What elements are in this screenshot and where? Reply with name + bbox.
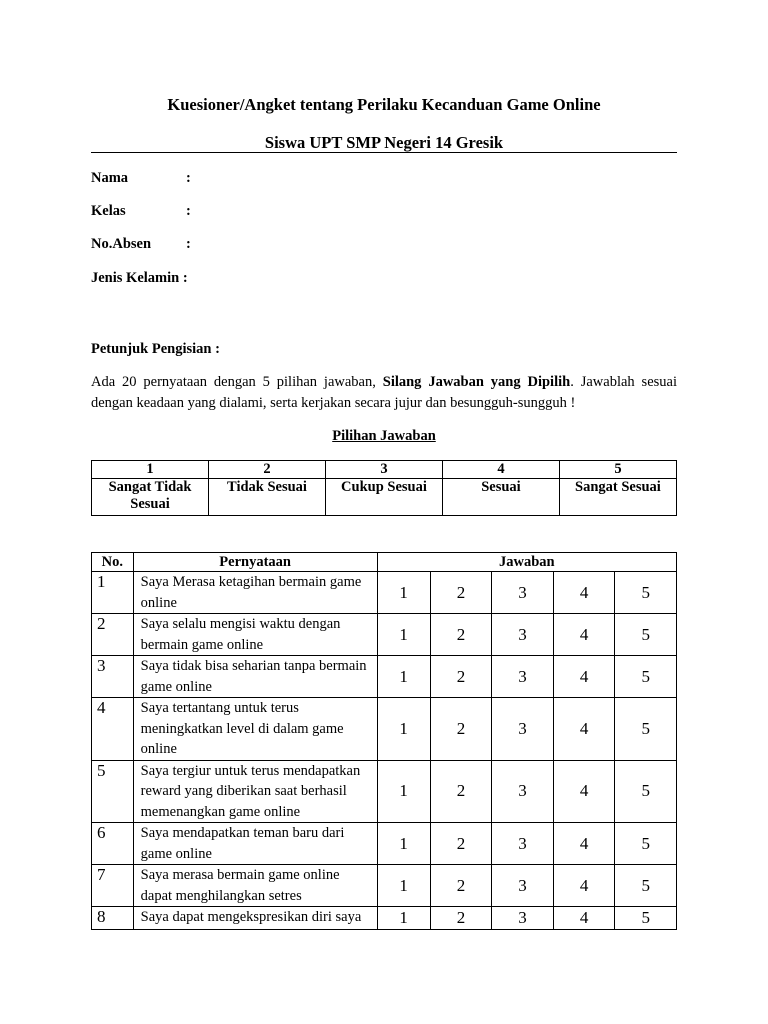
option-label: Tidak Sesuai — [209, 479, 326, 516]
row-number: 4 — [92, 698, 134, 761]
row-statement: Saya dapat mengekspresikan diri saya — [133, 907, 377, 930]
answer-choice-4[interactable]: 4 — [553, 760, 615, 823]
field-label: No.Absen — [91, 236, 152, 252]
answer-choice-3[interactable]: 3 — [492, 572, 554, 614]
answer-choice-3[interactable]: 3 — [492, 760, 554, 823]
field-nama — [91, 170, 191, 187]
row-number: 7 — [92, 865, 134, 907]
field-jenis-kelamin — [91, 270, 188, 287]
answer-choice-4[interactable]: 4 — [553, 865, 615, 907]
answer-choice-2[interactable]: 2 — [430, 760, 492, 823]
instructions-emphasis: Silang Jawaban yang Dipilih — [382, 374, 571, 390]
field-colon: : — [186, 203, 191, 219]
column-header-answer: Jawaban — [377, 553, 676, 572]
options-table — [91, 460, 677, 516]
answer-choice-4[interactable]: 4 — [553, 907, 615, 930]
document-title: Kuesioner/Angket tentang Perilaku Kecanduan Game Online — [167, 95, 601, 114]
answer-choice-3[interactable]: 3 — [492, 614, 554, 656]
row-number: 2 — [92, 614, 134, 656]
row-number: 3 — [92, 656, 134, 698]
row-number: 6 — [92, 823, 134, 865]
column-header-statement: Pernyataan — [133, 553, 377, 572]
answer-choice-2[interactable]: 2 — [430, 572, 492, 614]
answer-choice-2[interactable]: 2 — [430, 865, 492, 907]
row-statement: Saya Merasa ketagihan bermain game online — [133, 572, 377, 614]
answer-choice-1[interactable]: 1 — [377, 907, 430, 930]
option-number: 3 — [325, 461, 442, 479]
table-row — [92, 698, 677, 761]
answer-choice-5[interactable]: 5 — [615, 823, 677, 865]
instructions-heading: Petunjuk Pengisian : — [91, 341, 220, 357]
answer-choice-3[interactable]: 3 — [492, 823, 554, 865]
row-statement: Saya mendapatkan teman baru dari game online — [133, 823, 377, 865]
instructions-text-part: Ada 20 pernyataan dengan 5 pilihan jawaban, — [91, 374, 383, 390]
answer-choice-1[interactable]: 1 — [377, 656, 430, 698]
answer-choice-5[interactable]: 5 — [615, 865, 677, 907]
option-number: 1 — [92, 461, 209, 479]
answer-choice-2[interactable]: 2 — [430, 823, 492, 865]
row-statement: Saya merasa bermain game online dapat menghilangkan setres — [133, 865, 377, 907]
table-row — [92, 865, 677, 907]
answer-choice-5[interactable]: 5 — [615, 760, 677, 823]
option-label: Sangat Sesuai — [559, 479, 676, 516]
instructions-text-part: . Jawablah sesuai dengan keadaan yang dialami, serta kerjakan secara jujur dan besungguh-sungguh ! — [91, 374, 677, 411]
table-row — [92, 656, 677, 698]
answer-choice-5[interactable]: 5 — [615, 572, 677, 614]
answer-choice-4[interactable]: 4 — [553, 698, 615, 761]
field-no-absen — [91, 236, 191, 253]
answer-choice-2[interactable]: 2 — [430, 656, 492, 698]
field-label: Jenis Kelamin : — [91, 270, 188, 286]
answer-choice-2[interactable]: 2 — [430, 698, 492, 761]
instructions-text — [91, 372, 677, 414]
document-subtitle: Siswa UPT SMP Negeri 14 Gresik — [264, 133, 504, 152]
row-number: 5 — [92, 760, 134, 823]
option-label: Sesuai — [443, 479, 560, 516]
answer-choice-2[interactable]: 2 — [430, 614, 492, 656]
field-kelas — [91, 203, 191, 220]
answer-choice-4[interactable]: 4 — [553, 823, 615, 865]
table-row — [92, 572, 677, 614]
table-row — [92, 760, 677, 823]
row-statement: Saya selalu mengisi waktu dengan bermain game online — [133, 614, 377, 656]
answer-choice-1[interactable]: 1 — [377, 760, 430, 823]
answer-choice-3[interactable]: 3 — [492, 865, 554, 907]
field-colon: : — [186, 170, 191, 186]
answer-choice-5[interactable]: 5 — [615, 698, 677, 761]
title-divider — [91, 152, 677, 153]
answer-choice-4[interactable]: 4 — [553, 614, 615, 656]
answer-choice-3[interactable]: 3 — [492, 656, 554, 698]
table-row — [92, 823, 677, 865]
field-label: Nama — [91, 170, 129, 186]
answer-choice-1[interactable]: 1 — [377, 614, 430, 656]
answer-choice-3[interactable]: 3 — [492, 698, 554, 761]
option-label: Sangat Tidak Sesuai — [92, 479, 209, 516]
answer-choice-2[interactable]: 2 — [430, 907, 492, 930]
answer-choice-1[interactable]: 1 — [377, 698, 430, 761]
answer-choice-4[interactable]: 4 — [553, 572, 615, 614]
row-statement: Saya tertantang untuk terus meningkatkan level di dalam game online — [133, 698, 377, 761]
field-label: Kelas — [91, 203, 126, 219]
option-label: Cukup Sesuai — [325, 479, 442, 516]
answer-choice-3[interactable]: 3 — [492, 907, 554, 930]
questionnaire-table — [91, 552, 677, 930]
answer-choice-5[interactable]: 5 — [615, 907, 677, 930]
answer-choice-1[interactable]: 1 — [377, 823, 430, 865]
answer-choice-1[interactable]: 1 — [377, 865, 430, 907]
table-row — [92, 907, 677, 930]
answer-choice-1[interactable]: 1 — [377, 572, 430, 614]
row-number: 1 — [92, 572, 134, 614]
option-number: 2 — [209, 461, 326, 479]
row-statement: Saya tidak bisa seharian tanpa bermain game online — [133, 656, 377, 698]
column-header-no: No. — [92, 553, 134, 572]
option-number: 5 — [559, 461, 676, 479]
row-statement: Saya tergiur untuk terus mendapatkan reward yang diberikan saat berhasil memenangkan game online — [133, 760, 377, 823]
table-row — [92, 614, 677, 656]
answer-choice-5[interactable]: 5 — [615, 656, 677, 698]
row-number: 8 — [92, 907, 134, 930]
answer-choice-5[interactable]: 5 — [615, 614, 677, 656]
options-heading: Pilihan Jawaban — [332, 428, 436, 444]
answer-choice-4[interactable]: 4 — [553, 656, 615, 698]
option-number: 4 — [443, 461, 560, 479]
field-colon: : — [186, 236, 191, 252]
